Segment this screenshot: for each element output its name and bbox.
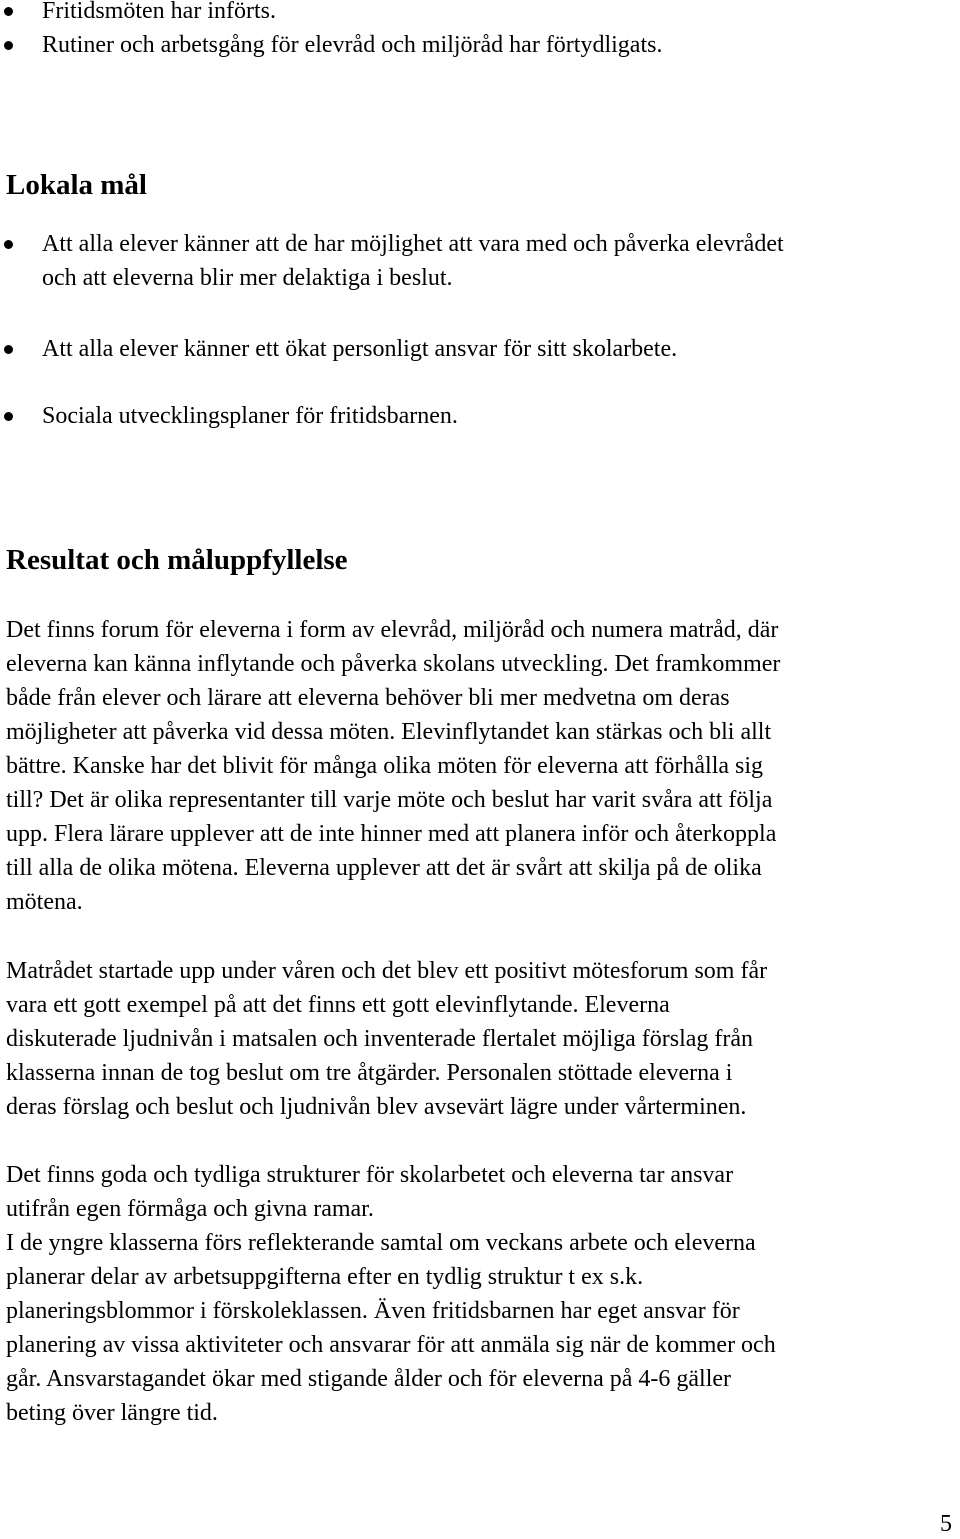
text-line: möjligheter att påverka vid dessa möten. Elevinflytandet kan stärkas och bli allt <box>6 719 772 745</box>
text-line: Det finns goda och tydliga strukturer för skolarbetet och eleverna tar ansvar <box>6 1162 734 1188</box>
bullet-icon <box>4 412 13 421</box>
bullet-icon <box>4 41 13 50</box>
results-paragraph-3 <box>6 1158 956 1430</box>
list-item-text: Sociala utvecklingsplaner för fritidsbarnen. <box>42 403 458 429</box>
text-line: Det finns forum för eleverna i form av elevråd, miljöråd och numera matråd, där <box>6 617 779 643</box>
section-heading-results: Resultat och måluppfyllelse <box>6 544 348 576</box>
list-item-text: Rutiner och arbetsgång för elevråd och miljöråd har förtydligats. <box>42 32 663 58</box>
results-paragraph-1 <box>6 613 956 919</box>
text-line: planerar delar av arbetsuppgifterna efter en tydlig struktur t ex s.k. <box>6 1264 644 1290</box>
text-line: både från elever och lärare att eleverna behöver bli mer medvetna om deras <box>6 685 730 711</box>
list-item <box>0 0 960 28</box>
text-line: diskuterade ljudnivån i matsalen och inventerade flertalet möjliga förslag från <box>6 1026 754 1052</box>
results-paragraph-2 <box>6 954 956 1124</box>
text-line: upp. Flera lärare upplever att de inte hinner med att planera inför och återkoppla <box>6 821 777 847</box>
list-item-text: Fritidsmöten har införts. <box>42 0 276 24</box>
text-line: till alla de olika mötena. Eleverna upplever att det är svårt att skilja på de olika <box>6 855 762 881</box>
text-line: utifrån egen förmåga och givna ramar. <box>6 1196 374 1222</box>
text-line: går. Ansvarstagandet ökar med stigande ålder och för eleverna på 4-6 gäller <box>6 1366 732 1392</box>
text-line: planeringsblommor i förskoleklassen. Även fritidsbarnen har eget ansvar för <box>6 1298 740 1324</box>
text-line: deras förslag och beslut och ljudnivån blev avsevärt lägre under vårterminen. <box>6 1094 747 1120</box>
text-line: eleverna kan känna inflytande och påverka skolans utveckling. Det framkommer <box>6 651 781 677</box>
list-item <box>0 332 960 366</box>
list-item <box>0 399 960 433</box>
bullet-icon <box>4 345 13 354</box>
list-item <box>0 227 960 295</box>
bullet-icon <box>4 240 13 249</box>
list-item-text: och att eleverna blir mer delaktiga i beslut. <box>42 265 453 291</box>
list-item-text: Att alla elever känner att de har möjlighet att vara med och påverka elevrådet <box>42 231 784 257</box>
goals-bullet-list <box>0 227 960 433</box>
text-line: planering av vissa aktiviteter och ansvarar för att anmäla sig när de kommer och <box>6 1332 776 1358</box>
top-bullet-list <box>0 0 960 62</box>
text-line: klasserna innan de tog beslut om tre åtgärder. Personalen stöttade eleverna i <box>6 1060 733 1086</box>
list-item <box>0 28 960 62</box>
bullet-icon <box>4 7 13 16</box>
text-line: till? Det är olika representanter till varje möte och beslut har varit svåra att följa <box>6 787 773 813</box>
section-heading-goals: Lokala mål <box>6 169 147 201</box>
text-line: bättre. Kanske har det blivit för många olika möten för eleverna att förhålla sig <box>6 753 764 779</box>
text-line: mötena. <box>6 889 83 915</box>
text-line: beting över längre tid. <box>6 1400 218 1426</box>
text-line: vara ett gott exempel på att det finns ett gott elevinflytande. Eleverna <box>6 992 670 1018</box>
page-number: 5 <box>940 1511 952 1537</box>
text-line: I de yngre klasserna förs reflekterande samtal om veckans arbete och eleverna <box>6 1230 756 1256</box>
list-item-text: Att alla elever känner ett ökat personligt ansvar för sitt skolarbete. <box>42 336 678 362</box>
text-line: Matrådet startade upp under våren och det blev ett positivt mötesforum som får <box>6 958 768 984</box>
